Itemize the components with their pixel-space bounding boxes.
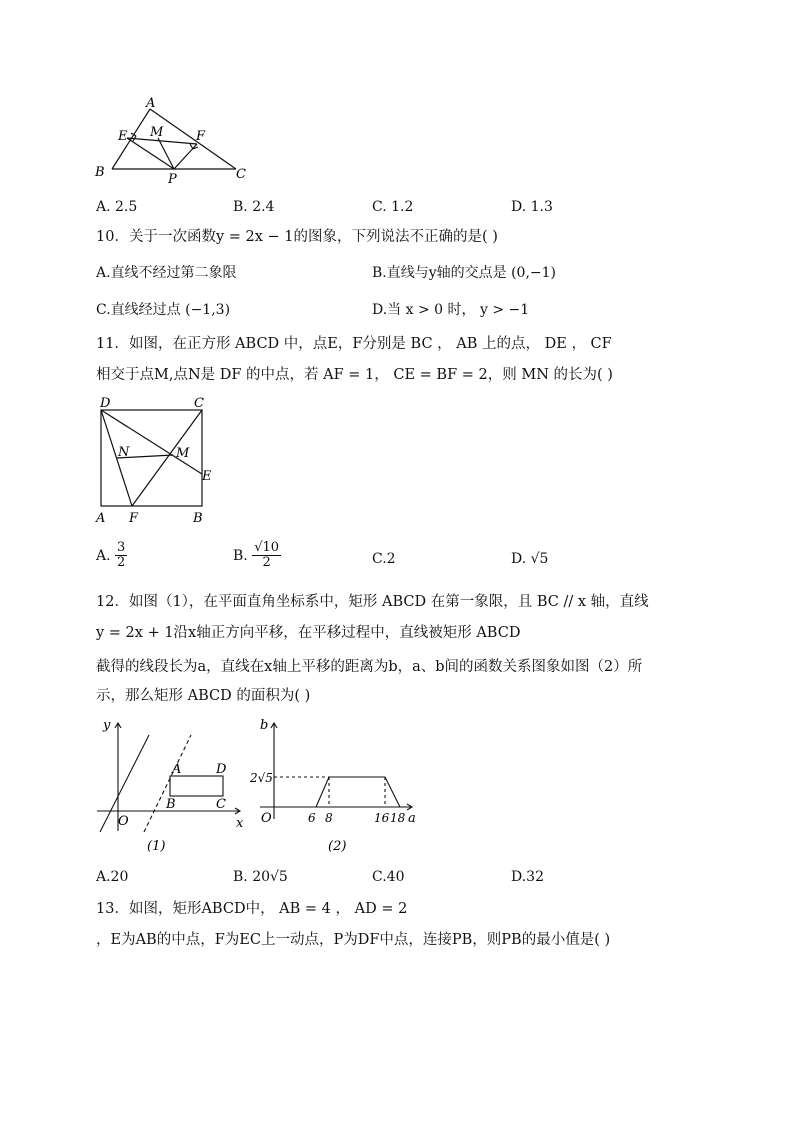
q9-label-C: C: [236, 167, 246, 182]
q11-figure: [90, 395, 220, 530]
q12-fig1-label-x: x: [236, 816, 244, 831]
q11-stem-line2: 相交于点M,点N是 DF 的中点，若 AF = 1， CE = BF = 2，则 MN 的长为( ): [96, 367, 613, 383]
q11-label-A: A: [96, 511, 106, 526]
q12-fig2-xtick-16: 16: [374, 811, 390, 825]
q11-option-d: D. √5: [511, 551, 549, 567]
q9-label-E: E: [118, 129, 128, 144]
q11-option-b-fraction: $\frac{√10}{2}$: [254, 540, 280, 571]
q9-label-M: M: [150, 125, 164, 140]
q12-figure-2: [250, 715, 420, 855]
q9-option-d: D. 1.3: [511, 199, 553, 215]
q9-label-P: P: [168, 172, 177, 187]
q12-fig1-label-D: D: [216, 762, 227, 777]
q10-option-b: B.直线与y轴的交点是 (0,−1): [372, 265, 557, 281]
q12-fig2-xtick-18: 18: [390, 811, 406, 825]
q9-label-F: F: [196, 129, 206, 144]
q11-option-c: C.2: [372, 551, 396, 567]
q12-option-a: A.20: [96, 869, 129, 885]
q12-option-c: C.40: [372, 869, 405, 885]
q12-function-graph: [250, 715, 420, 855]
q12-fig2-ytick: 2√5: [250, 771, 273, 785]
q12-fig1-label-O: O: [118, 814, 129, 829]
q10-option-d: D.当 x > 0 时， y > −1: [372, 302, 530, 318]
q12-fig2-label-O: O: [261, 811, 272, 826]
q12-fig1-label-B: B: [166, 797, 176, 812]
q10-stem: 10．关于一次函数y = 2x − 1的图象，下列说法不正确的是( ): [96, 229, 498, 245]
q9-figure: [90, 92, 260, 187]
q12-fig2-xtick-8: 8: [325, 811, 333, 825]
q12-stem-line4: 示，那么矩形 ABCD 的面积为( ): [96, 688, 311, 704]
q11-option-a: A. $\frac{3}{2}$: [96, 540, 126, 571]
q12-option-d: D.32: [511, 869, 544, 885]
q12-stem-line2: y = 2x + 1沿x轴正方向平移，在平移过程中，直线被矩形 ABCD: [96, 625, 521, 641]
q12-fig1-label-C: C: [216, 797, 226, 812]
q11-label-B: B: [193, 511, 203, 526]
q10-option-a: A.直线不经过第二象限: [96, 265, 237, 281]
q12-coordinate-diagram: [92, 715, 252, 855]
q12-fig1-caption: (1): [147, 839, 166, 854]
q12-stem-line3: 截得的线段长为a，直线在x轴上平移的距离为b，a、b间的函数关系图象如图（2）所: [96, 659, 643, 675]
q11-label-E: E: [202, 469, 212, 484]
q13-stem-line1: 13．如图，矩形ABCD中， AB = 4 ， AD = 2: [96, 901, 408, 917]
q13-stem-line2: ，E为AB的中点，F为EC上一动点，P为DF中点，连接PB，则PB的最小值是( ): [96, 932, 611, 948]
q12-fig2-label-a: a: [408, 811, 416, 826]
q12-figure-1: [92, 715, 252, 855]
q12-option-b: B. 20√5: [233, 869, 288, 885]
q10-option-c: C.直线经过点 (−1,3): [96, 302, 231, 318]
q12-fig1-label-A: A: [172, 762, 182, 777]
q12-stem-line1: 12．如图（1），在平面直角坐标系中，矩形 ABCD 在第一象限，且 BC // x 轴，直线: [96, 594, 649, 610]
q11-label-C: C: [194, 396, 204, 411]
q11-label-N: N: [118, 445, 130, 460]
q9-label-A: A: [146, 96, 156, 111]
q9-option-c: C. 1.2: [372, 199, 414, 215]
q12-fig2-caption: (2): [328, 839, 347, 854]
q12-fig2-xtick-6: 6: [308, 811, 316, 825]
q11-label-F: F: [129, 511, 139, 526]
q11-square-diagram: [90, 395, 220, 530]
q9-option-a: A. 2.5: [96, 199, 138, 215]
q11-label-D: D: [100, 396, 111, 411]
q11-option-b: B. $\frac{√10}{2}$: [233, 540, 280, 571]
q11-label-M: M: [176, 446, 190, 461]
q12-fig2-label-b: b: [260, 718, 269, 733]
q9-option-b: B. 2.4: [233, 199, 275, 215]
q12-fig1-label-y: y: [103, 718, 111, 733]
q9-triangle-diagram: [90, 92, 260, 187]
q11-stem-line1: 11．如图，在正方形 ABCD 中，点E，F分别是 BC ， AB 上的点， DE ， CF: [96, 336, 612, 352]
q9-label-B: B: [95, 165, 105, 180]
q11-option-a-fraction: $\frac{3}{2}$: [117, 540, 126, 571]
